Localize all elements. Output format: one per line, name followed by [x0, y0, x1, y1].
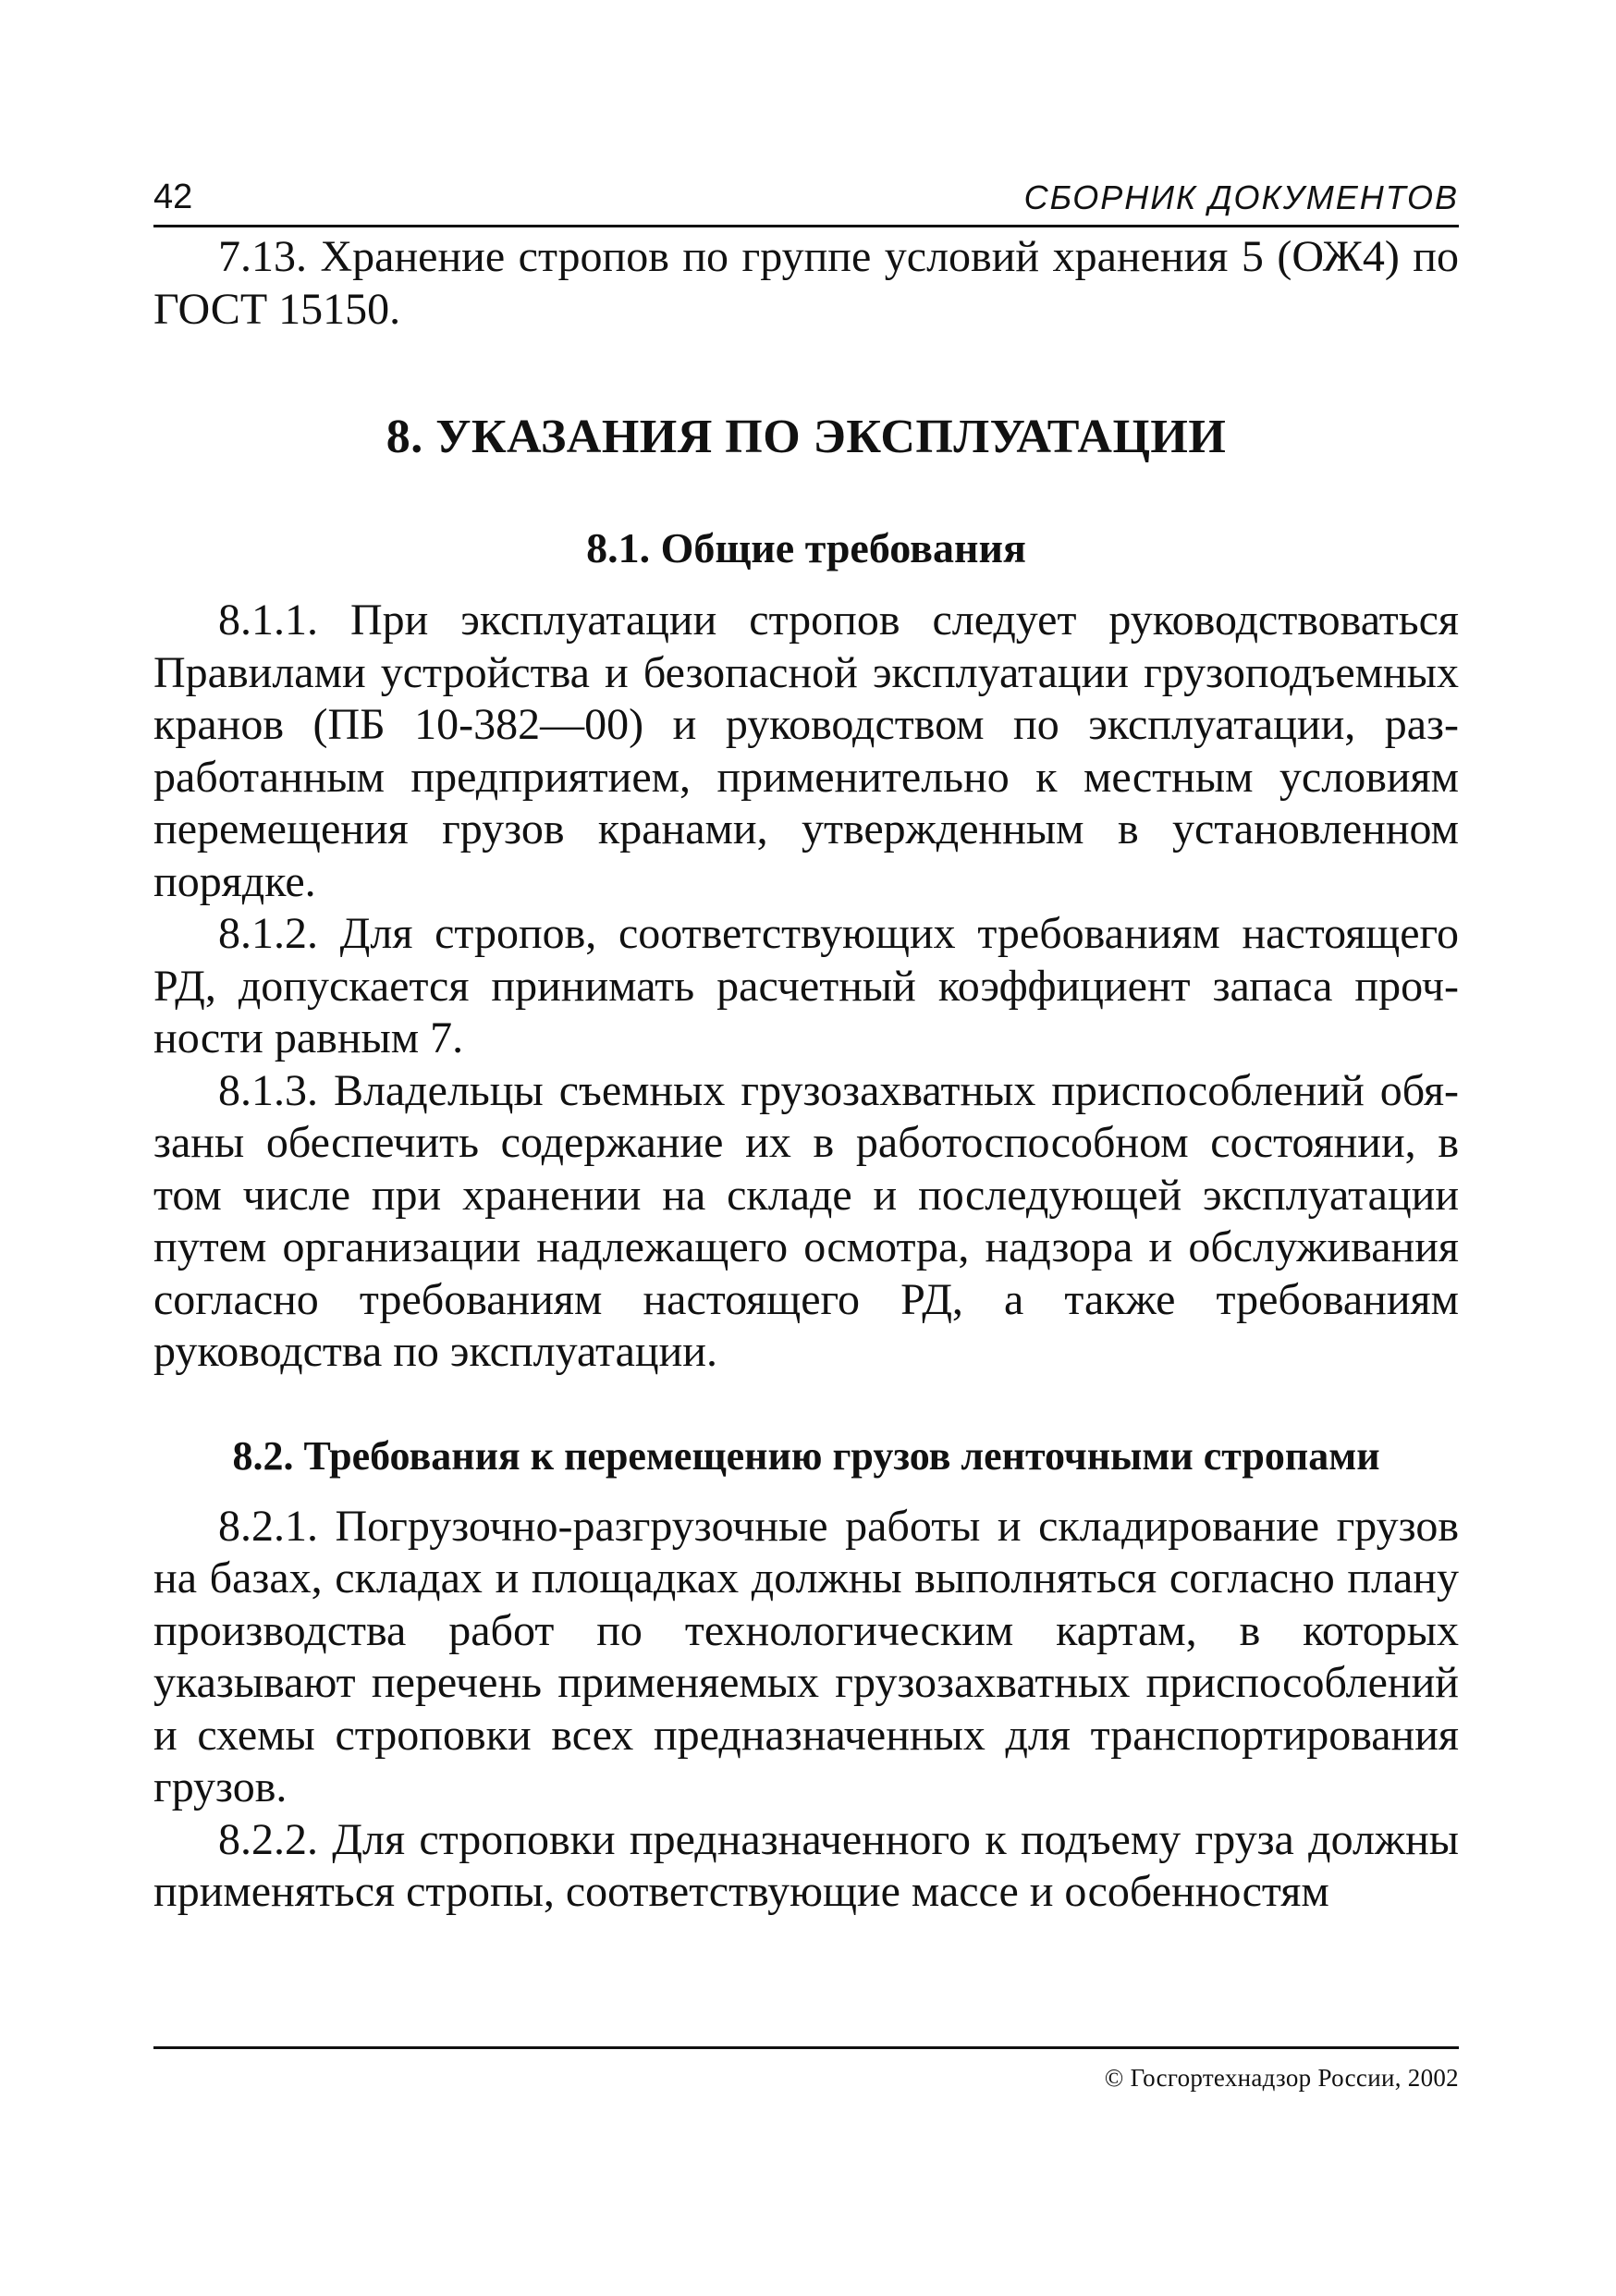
subsection-8-2-heading: 8.2. Требования к перемещению грузов ленточными стропами	[232, 1432, 1380, 1479]
paragraph-8-1-3: 8.1.3. Владельцы съемных грузозахватных приспособлений обязаны обеспечить содержание их в работоспособном состоянии, в том числе при хранении на складе и последующей эксплуатации путем организации надлежащего осмотра, надзора и обслуживания согласно требованиям настоящего РД, а также требованиям руководства по эксплуатации.	[153, 1065, 1459, 1376]
paragraph-8-2-2: 8.2.2. Для строповки предназначенного к подъему груза должны применяться стропы, соответствующие массе и особенностям	[153, 1814, 1459, 1916]
copyright-notice: © Госгортехнадзор России, 2002	[1104, 2064, 1459, 2092]
paragraph-8-1-1: 8.1.1. При эксплуатации стропов следует руководствоваться Правилами устройства и безопасной эксплуатации грузоподъемных кранов (ПБ 10-382—00) и руководством по эксплуатации, разработанным предприятием, применительно к местным условиям перемещения грузов кранами, утвержденным в установленном порядке.	[153, 595, 1459, 906]
footer-divider	[153, 2046, 1459, 2049]
subsection-8-1-heading: 8.1. Общие требования	[586, 524, 1026, 571]
paragraph-7-13: 7.13. Хранение стропов по группе условий хранения 5 (ОЖ4) по ГОСТ 15150.	[153, 232, 1459, 334]
page-number: 42	[153, 178, 193, 216]
paragraph-8-2-1: 8.2.1. Погрузочно-разгрузочные работы и складирование грузов на базах, складах и площадках должны выполняться согласно плану производства работ по технологическим картам, в которых указывают перечень применяемых грузозахватных приспособлений и схемы строповки всех предназначенных для транспортирования грузов.	[153, 1501, 1459, 1811]
running-header	[153, 169, 1459, 227]
page-body	[153, 231, 1459, 1919]
section-8-heading: 8. УКАЗАНИЯ ПО ЭКСПЛУАТАЦИИ	[386, 411, 1227, 463]
collection-title: СБОРНИК ДОКУМЕНТОВ	[1023, 178, 1459, 216]
paragraph-8-1-2: 8.1.2. Для стропов, соответствующих требованиям настоящего РД, допускается принимать расчетный коэффициент запаса прочности равным 7.	[153, 909, 1459, 1062]
